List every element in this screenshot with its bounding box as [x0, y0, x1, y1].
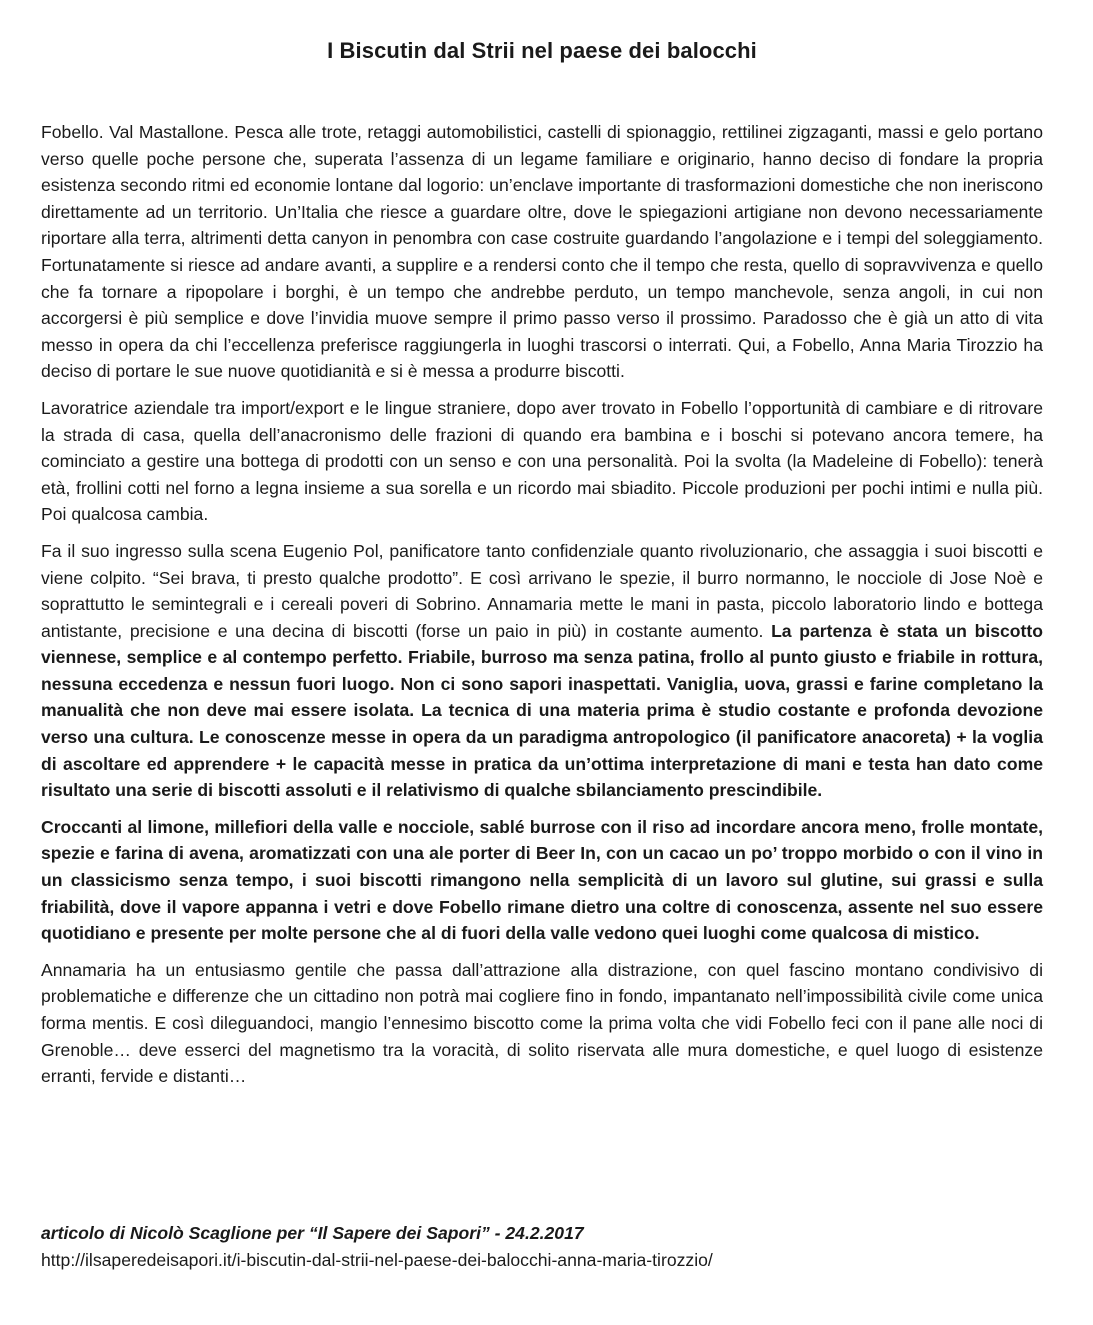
paragraph-3 — [41, 538, 1043, 804]
paragraph-3-bold-text: La partenza è stata un biscotto viennese, semplice e al contempo perfetto. Friabile, burroso ma senza patina, frollo al punto giusto e friabile in rottura, nessuna eccedenza e nessun fuori luogo. Non ci sono sapori inaspettati. Vaniglia, uova, grassi e farine completano la manualità che non deve mai essere isolata. La tecnica di una materia prima è studio costante e profonda devozione verso una cultura. Le conoscenze messe in opera da un paradigma antropologico (il panificatore anacoreta) + la voglia di ascoltare ed apprendere + le capacità messe in pratica da un’ottima interpretazione di mani e testa han dato come risultato una serie di biscotti assoluti e il relativismo di qualche sbilanciamento prescindibile. — [41, 620, 1043, 801]
article-body — [41, 119, 1043, 1090]
article-title: I Biscutin dal Strii nel paese dei balocchi — [327, 38, 757, 63]
paragraph-5: Annamaria ha un entusiasmo gentile che passa dall’attrazione alla distrazione, con quel fascino montano condivisivo di problematiche e differenze che un cittadino non potrà mai cogliere fino in fondo, impantanato nell’impossibilità civile come unica forma mentis. E così dileguandoci, mangio l’ennesimo biscotto come la prima volta che vidi Fobello feci con il pane alle noci di Grenoble… deve esserci del magnetismo tra la voracità, di solito riservata alle mura domestiche, e quel luogo di esistenze erranti, fervide e distanti… — [41, 959, 1043, 1087]
document-page — [41, 0, 1043, 1270]
source-url: http://ilsaperedeisapori.it/i-biscutin-dal-strii-nel-paese-dei-balocchi-anna-maria-tirozzio/ — [41, 1250, 713, 1270]
author-credit: articolo di Nicolò Scaglione per “Il Sapere dei Sapori” - 24.2.2017 — [41, 1223, 584, 1243]
paragraph-4: Croccanti al limone, millefiori della valle e nocciole, sablé burrose con il riso ad incordare ancora meno, frolle montate, spezie e farina di avena, aromatizzati con una ale porter di Beer In, con un cacao un po’ troppo morbido o con il vino in un classicismo senza tempo, i suoi biscotti rimangono nella semplicità di un lavoro sul glutine, sui grassi e sulla friabilità, dove il vapore appanna i vetri e dove Fobello rimane dietro una coltre di conoscenza, assente nel suo essere quotidiano e presente per molte persone che al di fuori della valle vedono quei luoghi come qualcosa di mistico. — [41, 816, 1043, 944]
paragraph-1: Fobello. Val Mastallone. Pesca alle trote, retaggi automobilistici, castelli di spionaggio, rettilinei zigzaganti, massi e gelo portano verso quelle poche persone che, superata l’assenza di un legame familiare e originario, hanno deciso di fondare la propria esistenza secondo ritmi ed economie lontane dal logorio: un’enclave importante di trasformazioni domestiche che non ineriscono direttamente ad un territorio. Un’Italia che riesce a guardare oltre, dove le spiegazioni artigiane non devono necessariamente riportare alla terra, altrimenti detta canyon in penombra con case costruite guardando l’angolazione e i tempi del soleggiamento. Fortunatamente si riesce ad andare avanti, a supplire e a rendersi conto che il tempo che resta, quello di sopravvivenza e quello che fa tornare a ripopolare i borghi, è un tempo che andrebbe perduto, un tempo manchevole, senza angoli, in cui non accorgersi è più semplice e dove l’invidia muove sempre il primo passo verso il prossimo. Paradosso che è già un atto di vita messo in opera da chi l’eccellenza preferisce raggiungerla in luoghi trascorsi o interrati. Qui, a Fobello, Anna Maria Tirozzio ha deciso di portare le sue nuove quotidianità e si è messa a produrre biscotti. — [41, 122, 1043, 382]
paragraph-3-text: Fa il suo ingresso sulla scena Eugenio Pol, panificatore tanto confidenziale quanto rivoluzionario, che assaggia i suoi biscotti e viene colpito. “Sei brava, ti presto qualche prodotto”. E così arrivano le spezie, il burro normanno, le nocciole di Jose Noè e soprattutto le semintegrali e i cereali poveri di Sobrino. Annamaria mette le mani in pasta, piccolo laboratorio lindo e bottega antistante, precisione e una decina di biscotti (forse un paio in più) in costante aumento. — [41, 540, 1043, 641]
article-footer — [41, 1220, 1043, 1274]
paragraph-2: Lavoratrice aziendale tra import/export e le lingue straniere, dopo aver trovato in Fobello l’opportunità di cambiare e di ritrovare la strada di casa, quella dell’anacronismo delle frazioni di quando era bambina e i boschi si potevano ancora temere, ha cominciato a gestire una bottega di prodotti con un senso e con una personalità. Poi la svolta (la Madeleine di Fobello): tenerà età, frollini cotti nel forno a legna insieme a sua sorella e un ricordo mai sbiadito. Piccole produzioni per pochi intimi e nulla più. Poi qualcosa cambia. — [41, 397, 1043, 525]
